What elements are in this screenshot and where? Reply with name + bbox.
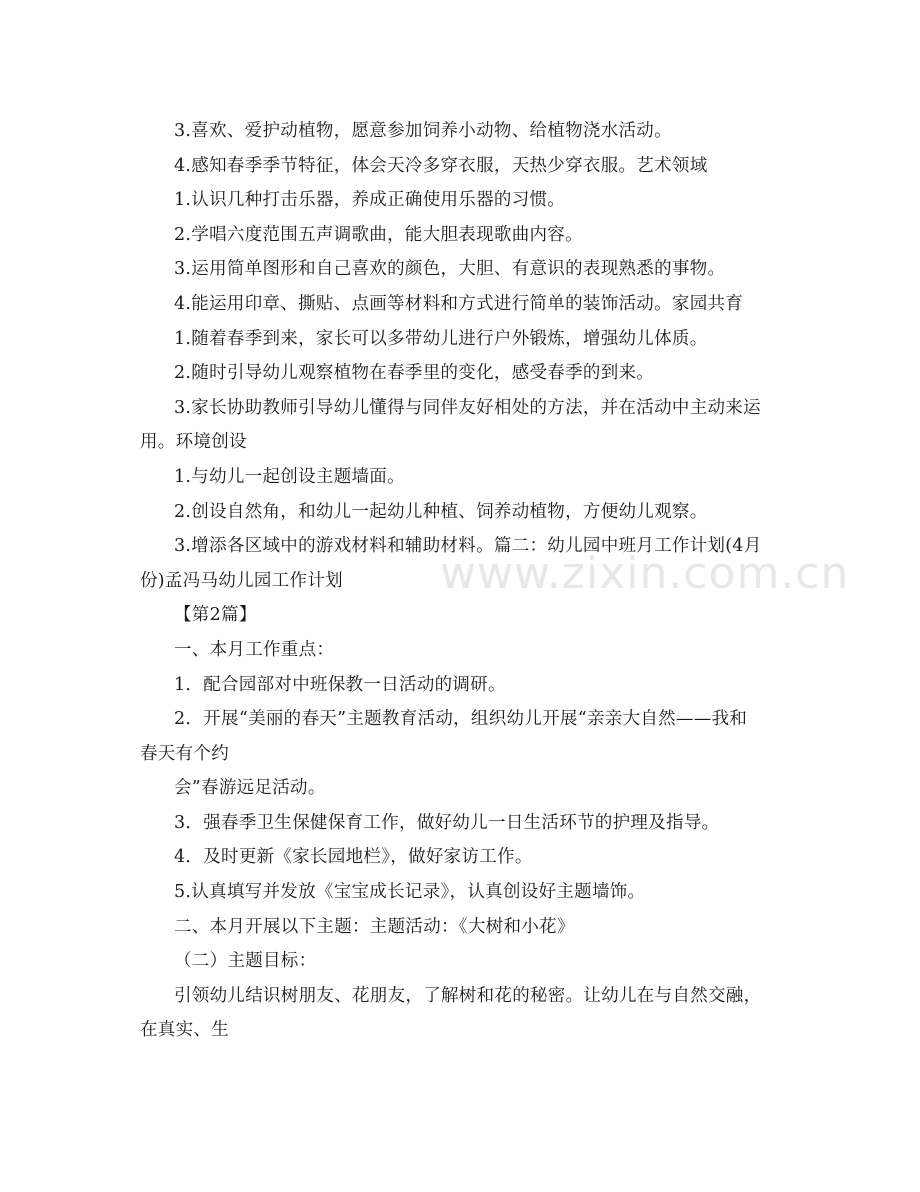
- paragraph-line: 引领幼儿结识树朋友、花朋友，了解树和花的秘密。让幼儿在与自然交融，: [174, 985, 762, 1006]
- paragraph-line: 用。环境创设: [140, 432, 247, 453]
- paragraph-line: 3．强春季卫生保健保育工作，做好幼儿一日生活环节的护理及指导。: [174, 812, 720, 833]
- paragraph-line: 3.喜欢、爱护动植物，愿意参加饲养小动物、给植物浇水活动。: [174, 121, 672, 141]
- paragraph-line: 2.随时引导幼儿观察植物在春季里的变化，感受春季的到来。: [174, 363, 655, 384]
- paragraph-line: 春天有个约: [140, 743, 229, 764]
- watermark: www.zixin.com.cn: [440, 548, 850, 599]
- paragraph-line: 2.创设自然角，和幼儿一起幼儿种植、饲养动植物，方便幼儿观察。: [174, 501, 708, 522]
- paragraph-line: 1.认识几种打击乐器，养成正确使用乐器的习惯。: [174, 190, 566, 211]
- paragraph-line: 1.与幼儿一起创设主题墙面。: [174, 466, 405, 487]
- paragraph-line: 3.家长协助教师引导幼儿懂得与同伴友好相处的方法，并在活动中主动来运: [174, 397, 761, 418]
- paragraph-line: 二、本月开展以下主题：主题活动：《大树和小花》: [174, 916, 575, 937]
- paragraph-line: 【第2篇】: [174, 605, 257, 626]
- paragraph-line: （二）主题目标：: [174, 951, 317, 972]
- paragraph-line: 3.增添各区域中的游戏材料和辅助材料。篇二：幼儿园中班月工作计划(4月: [174, 536, 762, 557]
- paragraph-line: 一、本月工作重点：: [174, 639, 335, 660]
- paragraph-line: 1.随着春季到来，家长可以多带幼儿进行户外锻炼，增强幼儿体质。: [174, 328, 708, 349]
- paragraph-line: 4．及时更新《家长园地栏》，做好家访工作。: [174, 847, 533, 868]
- paragraph-line: 4.能运用印章、撕贴、点画等材料和方式进行简单的装饰活动。家园共育: [174, 293, 744, 314]
- paragraph-line: 1．配合园部对中班保教一日活动的调研。: [174, 674, 506, 695]
- paragraph-line: 份)孟冯马幼儿园工作计划: [140, 570, 343, 591]
- paragraph-line: 会”春游远足活动。: [174, 778, 326, 799]
- paragraph-line: 3.运用简单图形和自己喜欢的颜色，大胆、有意识的表现熟悉的事物。: [174, 259, 726, 280]
- paragraph-line: 2．开展“美丽的春天”主题教育活动，组织幼儿开展“亲亲大自然——我和: [174, 709, 748, 730]
- paragraph-line: 5.认真填写并发放《宝宝成长记录》，认真创设好主题墙饰。: [174, 882, 646, 903]
- paragraph-line: 在真实、生: [140, 1020, 229, 1041]
- paragraph-line: 4.感知春季季节特征，体会天冷多穿衣服，天热少穿衣服。艺术领域: [174, 155, 708, 176]
- paragraph-line: 2.学唱六度范围五声调歌曲，能大胆表现歌曲内容。: [174, 224, 583, 245]
